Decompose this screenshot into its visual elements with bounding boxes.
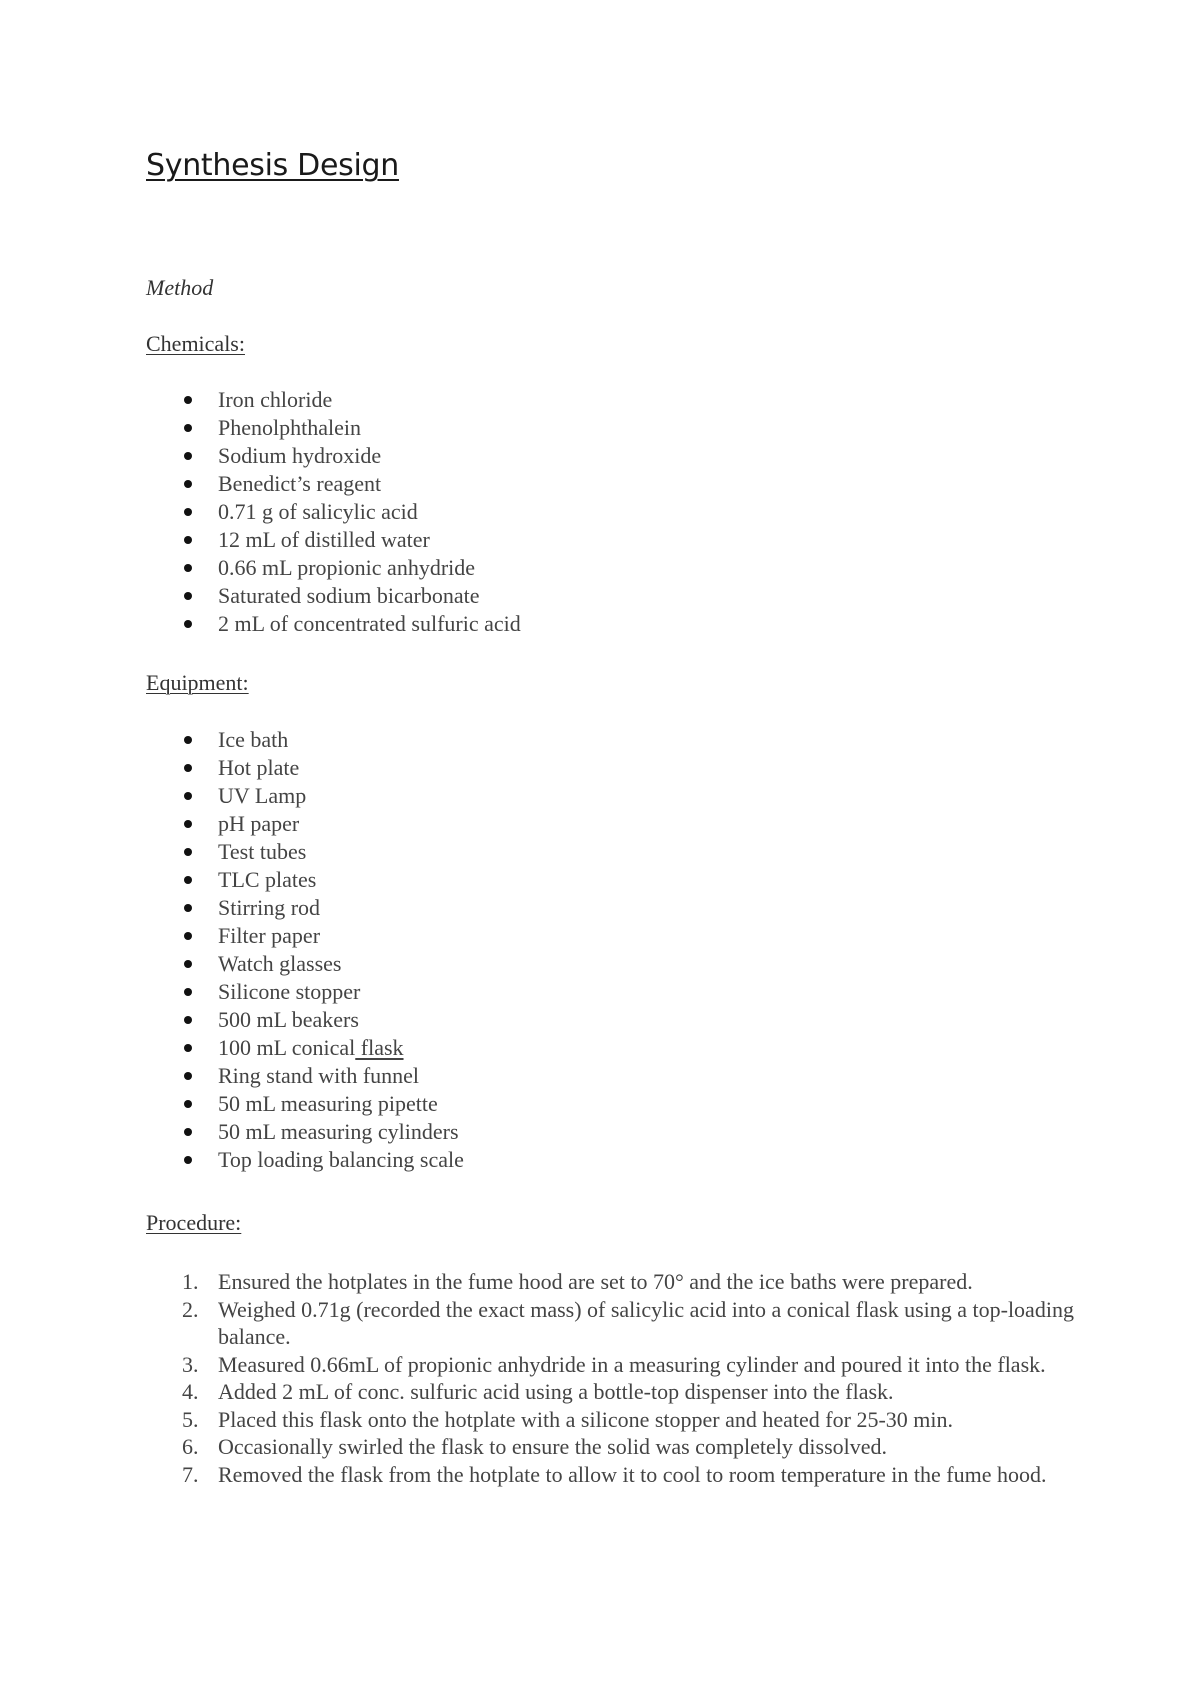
list-item — [146, 978, 464, 1006]
list-item — [146, 1351, 1086, 1379]
list-item — [146, 554, 521, 582]
bullet-icon — [184, 792, 192, 800]
bullet-icon — [184, 904, 192, 912]
bullet-icon — [184, 960, 192, 968]
chemicals-heading: Chemicals: — [146, 331, 245, 356]
chemical-item: Sodium hydroxide — [218, 443, 382, 468]
list-item — [146, 498, 521, 526]
bullet-icon — [184, 396, 192, 404]
bullet-icon — [184, 508, 192, 516]
procedure-step: Placed this flask onto the hotplate with a silicone stopper and heated for 25-30 min. — [218, 1406, 953, 1432]
chemicals-list — [146, 386, 521, 638]
procedure-list — [146, 1268, 1086, 1488]
document-title: Synthesis Design — [146, 148, 399, 183]
list-item — [146, 526, 521, 554]
equipment-item: 100 mL conical — [218, 1035, 356, 1060]
bullet-icon — [184, 1072, 192, 1080]
equipment-item: Stirring rod — [218, 895, 321, 920]
list-item — [146, 1090, 464, 1118]
step-number: 2. — [182, 1296, 199, 1322]
bullet-icon — [184, 452, 192, 460]
step-number: 5. — [182, 1406, 199, 1432]
bullet-icon — [184, 848, 192, 856]
list-item — [146, 810, 464, 838]
equipment-item: Ring stand with funnel — [218, 1063, 420, 1088]
bullet-icon — [184, 592, 192, 600]
procedure-step: Added 2 mL of conc. sulfuric acid using a bottle-top dispenser into the flask. — [218, 1379, 894, 1404]
list-item — [146, 414, 521, 442]
bullet-icon — [184, 932, 192, 940]
list-item — [146, 894, 464, 922]
bullet-icon — [184, 820, 192, 828]
bullet-icon — [184, 764, 192, 772]
bullet-icon — [184, 620, 192, 628]
procedure-step: Ensured the hotplates in the fume hood are set to 70° and the ice baths were prepared. — [218, 1269, 973, 1294]
chemical-item: Iron chloride — [218, 387, 333, 412]
list-item — [146, 1118, 464, 1146]
bullet-icon — [184, 876, 192, 884]
equipment-heading: Equipment: — [146, 670, 249, 695]
chemical-item: Phenolphthalein — [218, 415, 361, 440]
list-item — [146, 1268, 1086, 1296]
procedure-step: Weighed 0.71g (recorded the exact mass) of salicylic acid into a conical flask using a top-loading balance. — [218, 1296, 1074, 1349]
step-number: 7. — [182, 1461, 199, 1487]
list-item — [146, 754, 464, 782]
list-item — [146, 950, 464, 978]
bullet-icon — [184, 1044, 192, 1052]
method-heading: Method — [146, 275, 214, 300]
bullet-icon — [184, 564, 192, 572]
step-number: 1. — [182, 1269, 199, 1294]
equipment-item: Hot plate — [218, 755, 300, 780]
chemical-item: Benedict’s reagent — [218, 471, 382, 496]
step-number: 6. — [182, 1434, 199, 1459]
list-item — [146, 442, 521, 470]
bullet-icon — [184, 480, 192, 488]
procedure-step: Occasionally swirled the flask to ensure the solid was completely dissolved. — [218, 1434, 888, 1459]
list-item — [146, 922, 464, 950]
list-item — [146, 1461, 1086, 1489]
step-number: 3. — [182, 1351, 199, 1377]
procedure-step: Measured 0.66mL of propionic anhydride in a measuring cylinder and poured it into the flask. — [218, 1351, 1046, 1377]
procedure-heading: Procedure: — [146, 1210, 242, 1235]
equipment-list — [146, 726, 464, 1174]
list-item — [146, 1146, 464, 1174]
list-item — [146, 386, 521, 414]
chemical-item: 12 mL of distilled water — [218, 527, 430, 552]
step-number: 4. — [182, 1379, 199, 1404]
bullet-icon — [184, 424, 192, 432]
bullet-icon — [184, 1156, 192, 1164]
procedure-step: Removed the flask from the hotplate to allow it to cool to room temperature in the fume hood. — [218, 1461, 1047, 1487]
equipment-item: Ice bath — [218, 727, 289, 752]
equipment-item: Test tubes — [218, 839, 307, 864]
list-item — [146, 1406, 1086, 1434]
chemical-item: 0.66 mL propionic anhydride — [218, 555, 476, 580]
list-item — [146, 1378, 1086, 1406]
chemical-item: 0.71 g of salicylic acid — [218, 499, 418, 524]
equipment-item: Watch glasses — [218, 951, 342, 976]
bullet-icon — [184, 1128, 192, 1136]
bullet-icon — [184, 988, 192, 996]
bullet-icon — [184, 1100, 192, 1108]
equipment-item: UV Lamp — [218, 783, 307, 808]
flask-word: flask — [355, 1035, 404, 1060]
chemical-item: Saturated sodium bicarbonate — [218, 583, 480, 608]
list-item — [146, 610, 521, 638]
equipment-item: Top loading balancing scale — [218, 1147, 464, 1172]
bullet-icon — [184, 1016, 192, 1024]
equipment-item: Filter paper — [218, 923, 321, 948]
list-item — [146, 582, 521, 610]
list-item — [146, 838, 464, 866]
list-item — [146, 1034, 464, 1062]
equipment-item: pH paper — [218, 811, 300, 836]
list-item — [146, 782, 464, 810]
equipment-item: 50 mL measuring pipette — [218, 1091, 438, 1116]
equipment-item: 500 mL beakers — [218, 1007, 359, 1032]
list-item — [146, 470, 521, 498]
list-item — [146, 1433, 1086, 1461]
bullet-icon — [184, 536, 192, 544]
equipment-item: TLC plates — [218, 867, 317, 892]
list-item — [146, 1006, 464, 1034]
list-item — [146, 1296, 1086, 1351]
list-item — [146, 866, 464, 894]
bullet-icon — [184, 736, 192, 744]
equipment-item: Silicone stopper — [218, 979, 361, 1004]
chemical-item: 2 mL of concentrated sulfuric acid — [218, 611, 521, 636]
equipment-item: 50 mL measuring cylinders — [218, 1119, 459, 1144]
list-item — [146, 726, 464, 754]
list-item — [146, 1062, 464, 1090]
